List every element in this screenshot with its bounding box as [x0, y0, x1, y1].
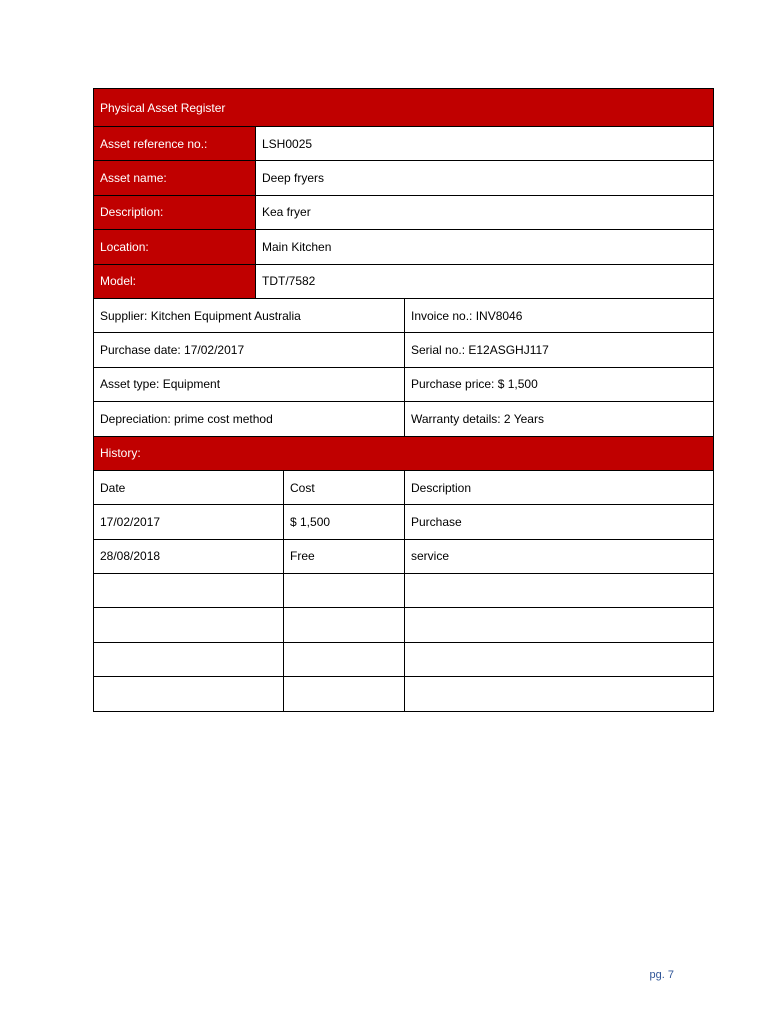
field-label-location: Location: — [94, 230, 256, 264]
field-value-asset-name: Deep fryers — [256, 161, 714, 195]
purchase-date-cell: Purchase date: 17/02/2017 — [94, 333, 405, 367]
detail-row-depreciation — [94, 402, 714, 436]
field-label-description: Description: — [94, 195, 256, 229]
history-header-row — [94, 470, 714, 504]
depreciation-cell: Depreciation: prime cost method — [94, 402, 405, 436]
supplier-cell: Supplier: Kitchen Equipment Australia — [94, 298, 405, 332]
field-row-reference — [94, 127, 714, 161]
history-heading: History: — [94, 436, 714, 470]
history-description: service — [405, 539, 714, 573]
field-label-model: Model: — [94, 264, 256, 298]
history-cost — [284, 642, 405, 676]
history-heading-row — [94, 436, 714, 470]
field-label-reference: Asset reference no.: — [94, 127, 256, 161]
register-title: Physical Asset Register — [94, 89, 714, 127]
history-date: 28/08/2018 — [94, 539, 284, 573]
field-value-description: Kea fryer — [256, 195, 714, 229]
history-row — [94, 677, 714, 711]
asset-type-cell: Asset type: Equipment — [94, 367, 405, 401]
field-label-asset-name: Asset name: — [94, 161, 256, 195]
register-title-row — [94, 89, 714, 127]
history-description — [405, 574, 714, 608]
history-cost: $ 1,500 — [284, 505, 405, 539]
history-row — [94, 608, 714, 642]
detail-row-supplier — [94, 298, 714, 332]
history-cost: Free — [284, 539, 405, 573]
history-description — [405, 677, 714, 711]
asset-register-table — [93, 88, 714, 712]
history-cost — [284, 677, 405, 711]
history-col-cost: Cost — [284, 470, 405, 504]
history-date — [94, 608, 284, 642]
history-cost — [284, 574, 405, 608]
history-description — [405, 642, 714, 676]
invoice-cell: Invoice no.: INV8046 — [405, 298, 714, 332]
history-description — [405, 608, 714, 642]
field-row-description — [94, 195, 714, 229]
field-value-reference: LSH0025 — [256, 127, 714, 161]
history-date — [94, 574, 284, 608]
history-col-date: Date — [94, 470, 284, 504]
warranty-cell: Warranty details: 2 Years — [405, 402, 714, 436]
field-row-location — [94, 230, 714, 264]
history-row — [94, 505, 714, 539]
history-cost — [284, 608, 405, 642]
detail-row-purchase-date — [94, 333, 714, 367]
detail-row-asset-type — [94, 367, 714, 401]
page-number: pg. 7 — [649, 969, 674, 981]
history-row — [94, 539, 714, 573]
field-value-model: TDT/7582 — [256, 264, 714, 298]
history-date: 17/02/2017 — [94, 505, 284, 539]
field-value-location: Main Kitchen — [256, 230, 714, 264]
history-description: Purchase — [405, 505, 714, 539]
history-row — [94, 642, 714, 676]
history-row — [94, 574, 714, 608]
field-row-asset-name — [94, 161, 714, 195]
history-col-description: Description — [405, 470, 714, 504]
purchase-price-cell: Purchase price: $ 1,500 — [405, 367, 714, 401]
history-date — [94, 642, 284, 676]
field-row-model — [94, 264, 714, 298]
history-date — [94, 677, 284, 711]
serial-cell: Serial no.: E12ASGHJ117 — [405, 333, 714, 367]
